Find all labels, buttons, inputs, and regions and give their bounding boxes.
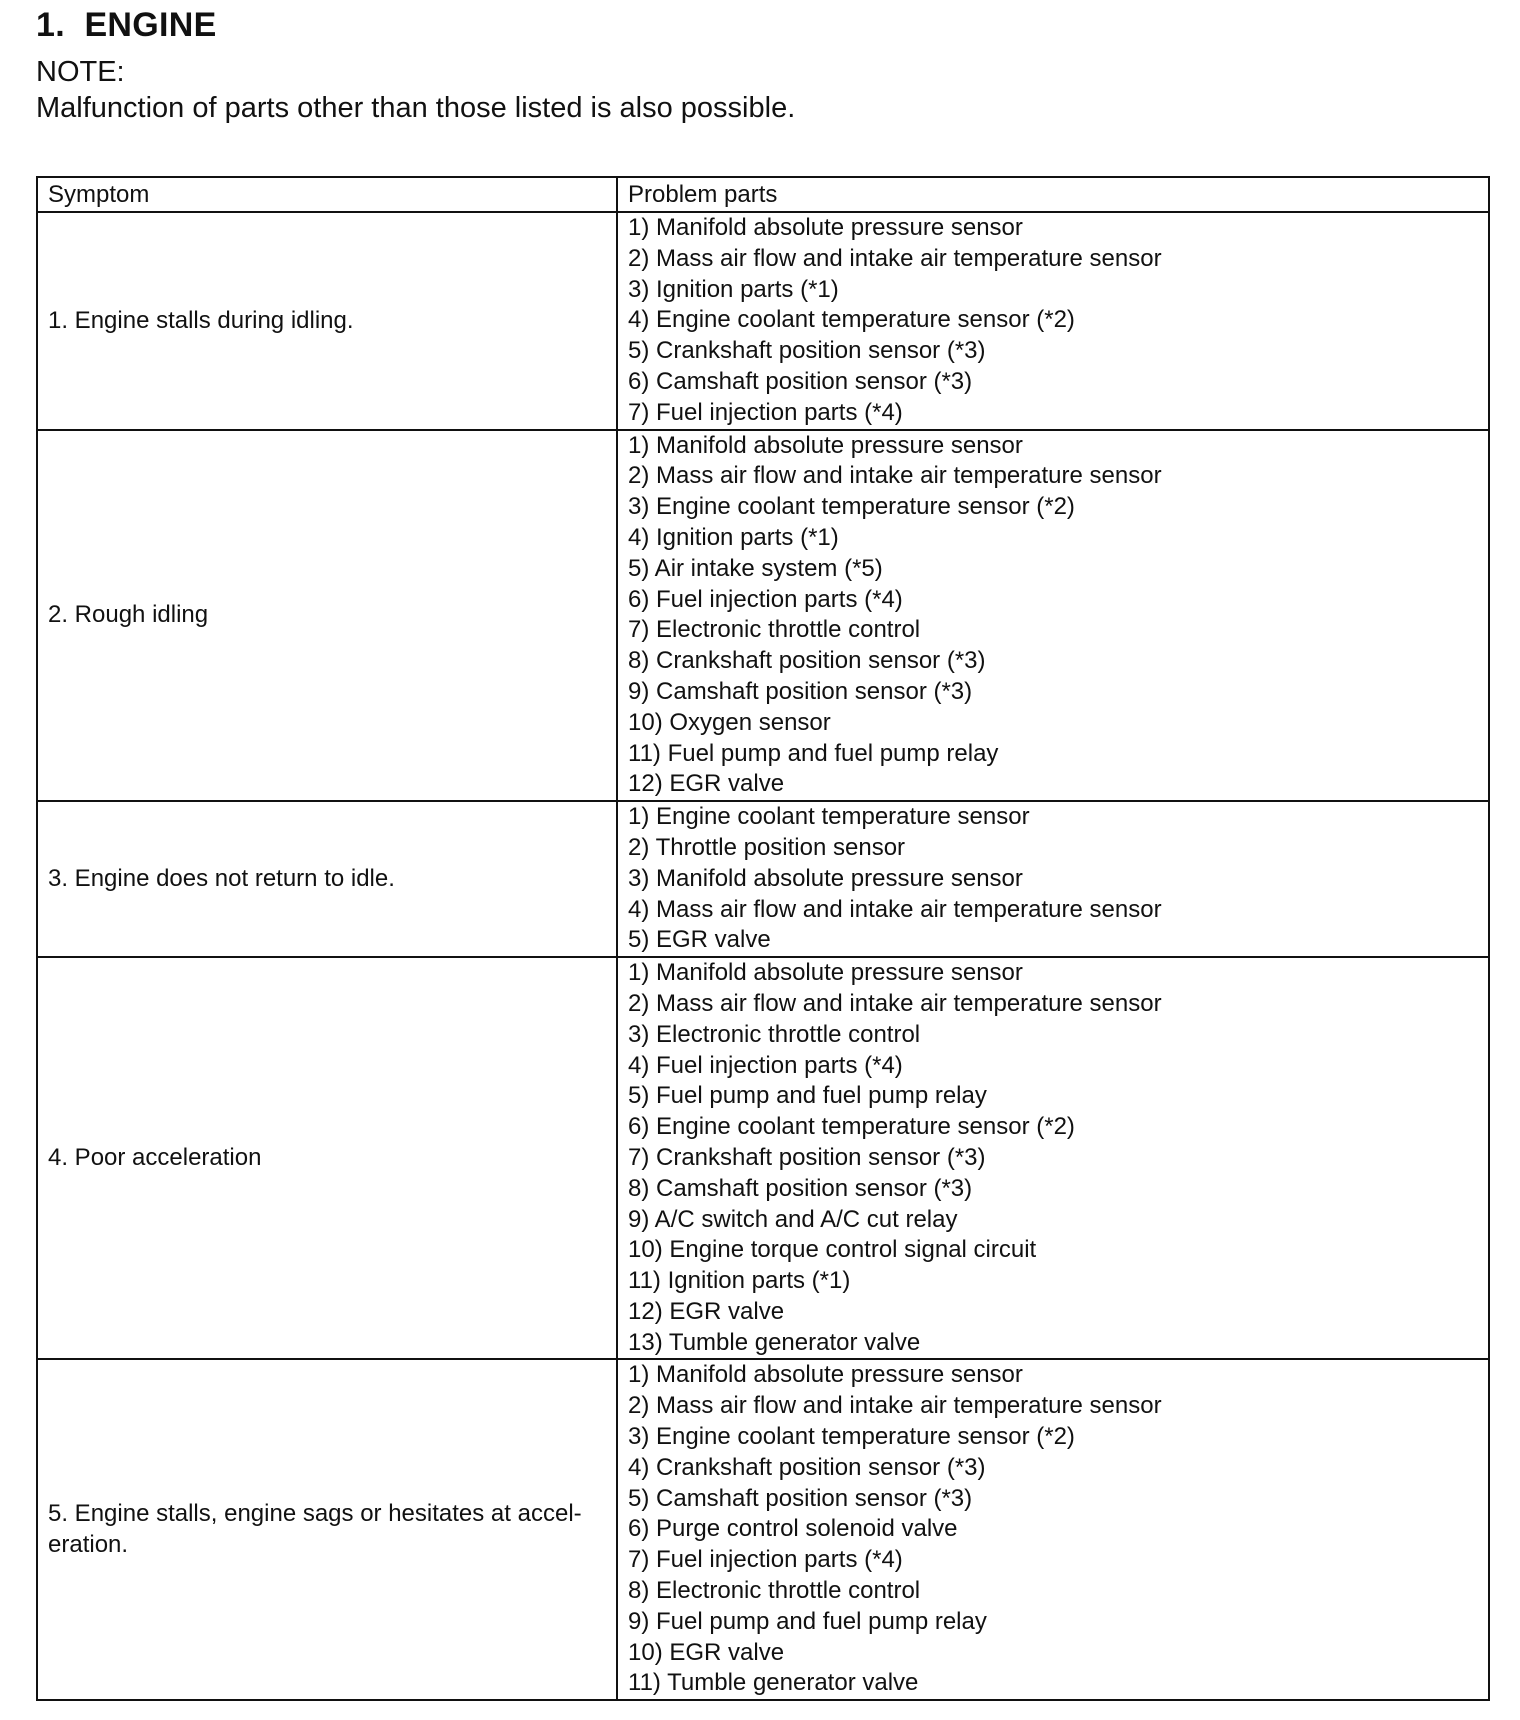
problem-part-item: 3) Engine coolant temperature sensor (*2) — [628, 1423, 1075, 1451]
problem-part-item: 1) Engine coolant temperature sensor — [628, 803, 1030, 831]
symptom-cell — [37, 801, 617, 957]
problem-part-item: 1) Manifold absolute pressure sensor — [628, 959, 1023, 987]
problem-part-item: 12) EGR valve — [628, 770, 785, 798]
problem-part-item: 7) Crankshaft position sensor (*3) — [628, 1143, 986, 1171]
symptom-text: 4. Poor acceleration — [48, 1144, 262, 1172]
problem-part-item: 4) Ignition parts (*1) — [628, 523, 839, 551]
problem-part-item: 2) Mass air flow and intake air temperature sensor — [628, 1392, 1162, 1420]
problem-parts-cell — [617, 212, 1489, 430]
problem-part-item: 2) Mass air flow and intake air temperature sensor — [628, 244, 1162, 272]
problem-part-item: 10) EGR valve — [628, 1638, 785, 1666]
note-label: NOTE: — [36, 56, 125, 88]
symptom-cell — [37, 1359, 617, 1700]
problem-parts-column-header: Problem parts — [617, 177, 1489, 212]
problem-part-item: 2) Mass air flow and intake air temperature sensor — [628, 989, 1162, 1017]
symptom-text: 3. Engine does not return to idle. — [48, 864, 395, 892]
problem-part-item: 5) Camshaft position sensor (*3) — [628, 1484, 973, 1512]
symptom-table — [36, 176, 1490, 1701]
problem-part-item: 13) Tumble generator valve — [628, 1328, 921, 1356]
problem-part-item: 3) Engine coolant temperature sensor (*2) — [628, 493, 1075, 521]
problem-part-item: 11) Tumble generator valve — [628, 1669, 919, 1697]
section-heading: 1. ENGINE — [36, 6, 217, 44]
problem-part-item: 10) Engine torque control signal circuit — [628, 1236, 1037, 1264]
table-row — [37, 430, 1489, 802]
problem-part-item: 4) Mass air flow and intake air temperature sensor — [628, 895, 1162, 923]
problem-part-item: 10) Oxygen sensor — [628, 708, 831, 736]
problem-part-item: 3) Electronic throttle control — [628, 1020, 921, 1048]
problem-part-item: 12) EGR valve — [628, 1297, 785, 1325]
problem-part-item: 6) Engine coolant temperature sensor (*2) — [628, 1113, 1075, 1141]
problem-parts-cell — [617, 1359, 1489, 1700]
problem-part-item: 3) Manifold absolute pressure sensor — [628, 864, 1023, 892]
symptom-cell — [37, 957, 617, 1359]
problem-part-item: 9) A/C switch and A/C cut relay — [628, 1205, 958, 1233]
symptom-text: eration. — [48, 1530, 129, 1558]
table-body — [37, 212, 1489, 1700]
problem-part-item: 4) Fuel injection parts (*4) — [628, 1051, 903, 1079]
problem-part-item: 9) Camshaft position sensor (*3) — [628, 677, 973, 705]
problem-part-item: 3) Ignition parts (*1) — [628, 275, 839, 303]
problem-part-item: 4) Crankshaft position sensor (*3) — [628, 1453, 986, 1481]
problem-part-item: 5) Crankshaft position sensor (*3) — [628, 337, 986, 365]
problem-part-item: 7) Fuel injection parts (*4) — [628, 1546, 903, 1574]
problem-part-item: 4) Engine coolant temperature sensor (*2) — [628, 306, 1075, 334]
problem-part-item: 2) Throttle position sensor — [628, 833, 906, 861]
symptom-text: 2. Rough idling — [48, 601, 209, 629]
problem-part-item: 6) Fuel injection parts (*4) — [628, 585, 903, 613]
problem-parts-cell — [617, 957, 1489, 1359]
table-header-row — [37, 177, 1489, 212]
problem-part-item: 5) EGR valve — [628, 926, 771, 954]
problem-part-item: 11) Fuel pump and fuel pump relay — [628, 739, 999, 767]
problem-parts-cell — [617, 430, 1489, 802]
problem-part-item: 7) Electronic throttle control — [628, 616, 921, 644]
problem-part-item: 9) Fuel pump and fuel pump relay — [628, 1607, 987, 1635]
problem-part-item: 8) Electronic throttle control — [628, 1577, 921, 1605]
problem-part-item: 7) Fuel injection parts (*4) — [628, 398, 903, 426]
problem-part-item: 1) Manifold absolute pressure sensor — [628, 1361, 1023, 1389]
problem-part-item: 8) Camshaft position sensor (*3) — [628, 1174, 973, 1202]
problem-part-item: 1) Manifold absolute pressure sensor — [628, 214, 1023, 241]
problem-parts-cell — [617, 801, 1489, 957]
symptom-text: 1. Engine stalls during idling. — [48, 306, 354, 334]
problem-part-item: 2) Mass air flow and intake air temperature sensor — [628, 462, 1162, 490]
symptom-cell — [37, 212, 617, 430]
table-row — [37, 957, 1489, 1359]
problem-part-item: 5) Fuel pump and fuel pump relay — [628, 1082, 987, 1110]
table-row — [37, 1359, 1489, 1700]
symptom-column-header: Symptom — [37, 177, 617, 212]
table-row — [37, 212, 1489, 430]
symptom-cell — [37, 430, 617, 802]
symptom-text: 5. Engine stalls, engine sags or hesitates at accel- — [48, 1500, 582, 1528]
note-text: Malfunction of parts other than those listed is also possible. — [36, 92, 796, 124]
table-row — [37, 801, 1489, 957]
problem-part-item: 5) Air intake system (*5) — [628, 554, 883, 582]
problem-part-item: 6) Purge control solenoid valve — [628, 1515, 958, 1543]
problem-part-item: 1) Manifold absolute pressure sensor — [628, 431, 1023, 459]
problem-part-item: 6) Camshaft position sensor (*3) — [628, 367, 973, 395]
problem-part-item: 11) Ignition parts (*1) — [628, 1267, 851, 1295]
problem-part-item: 8) Crankshaft position sensor (*3) — [628, 647, 986, 675]
